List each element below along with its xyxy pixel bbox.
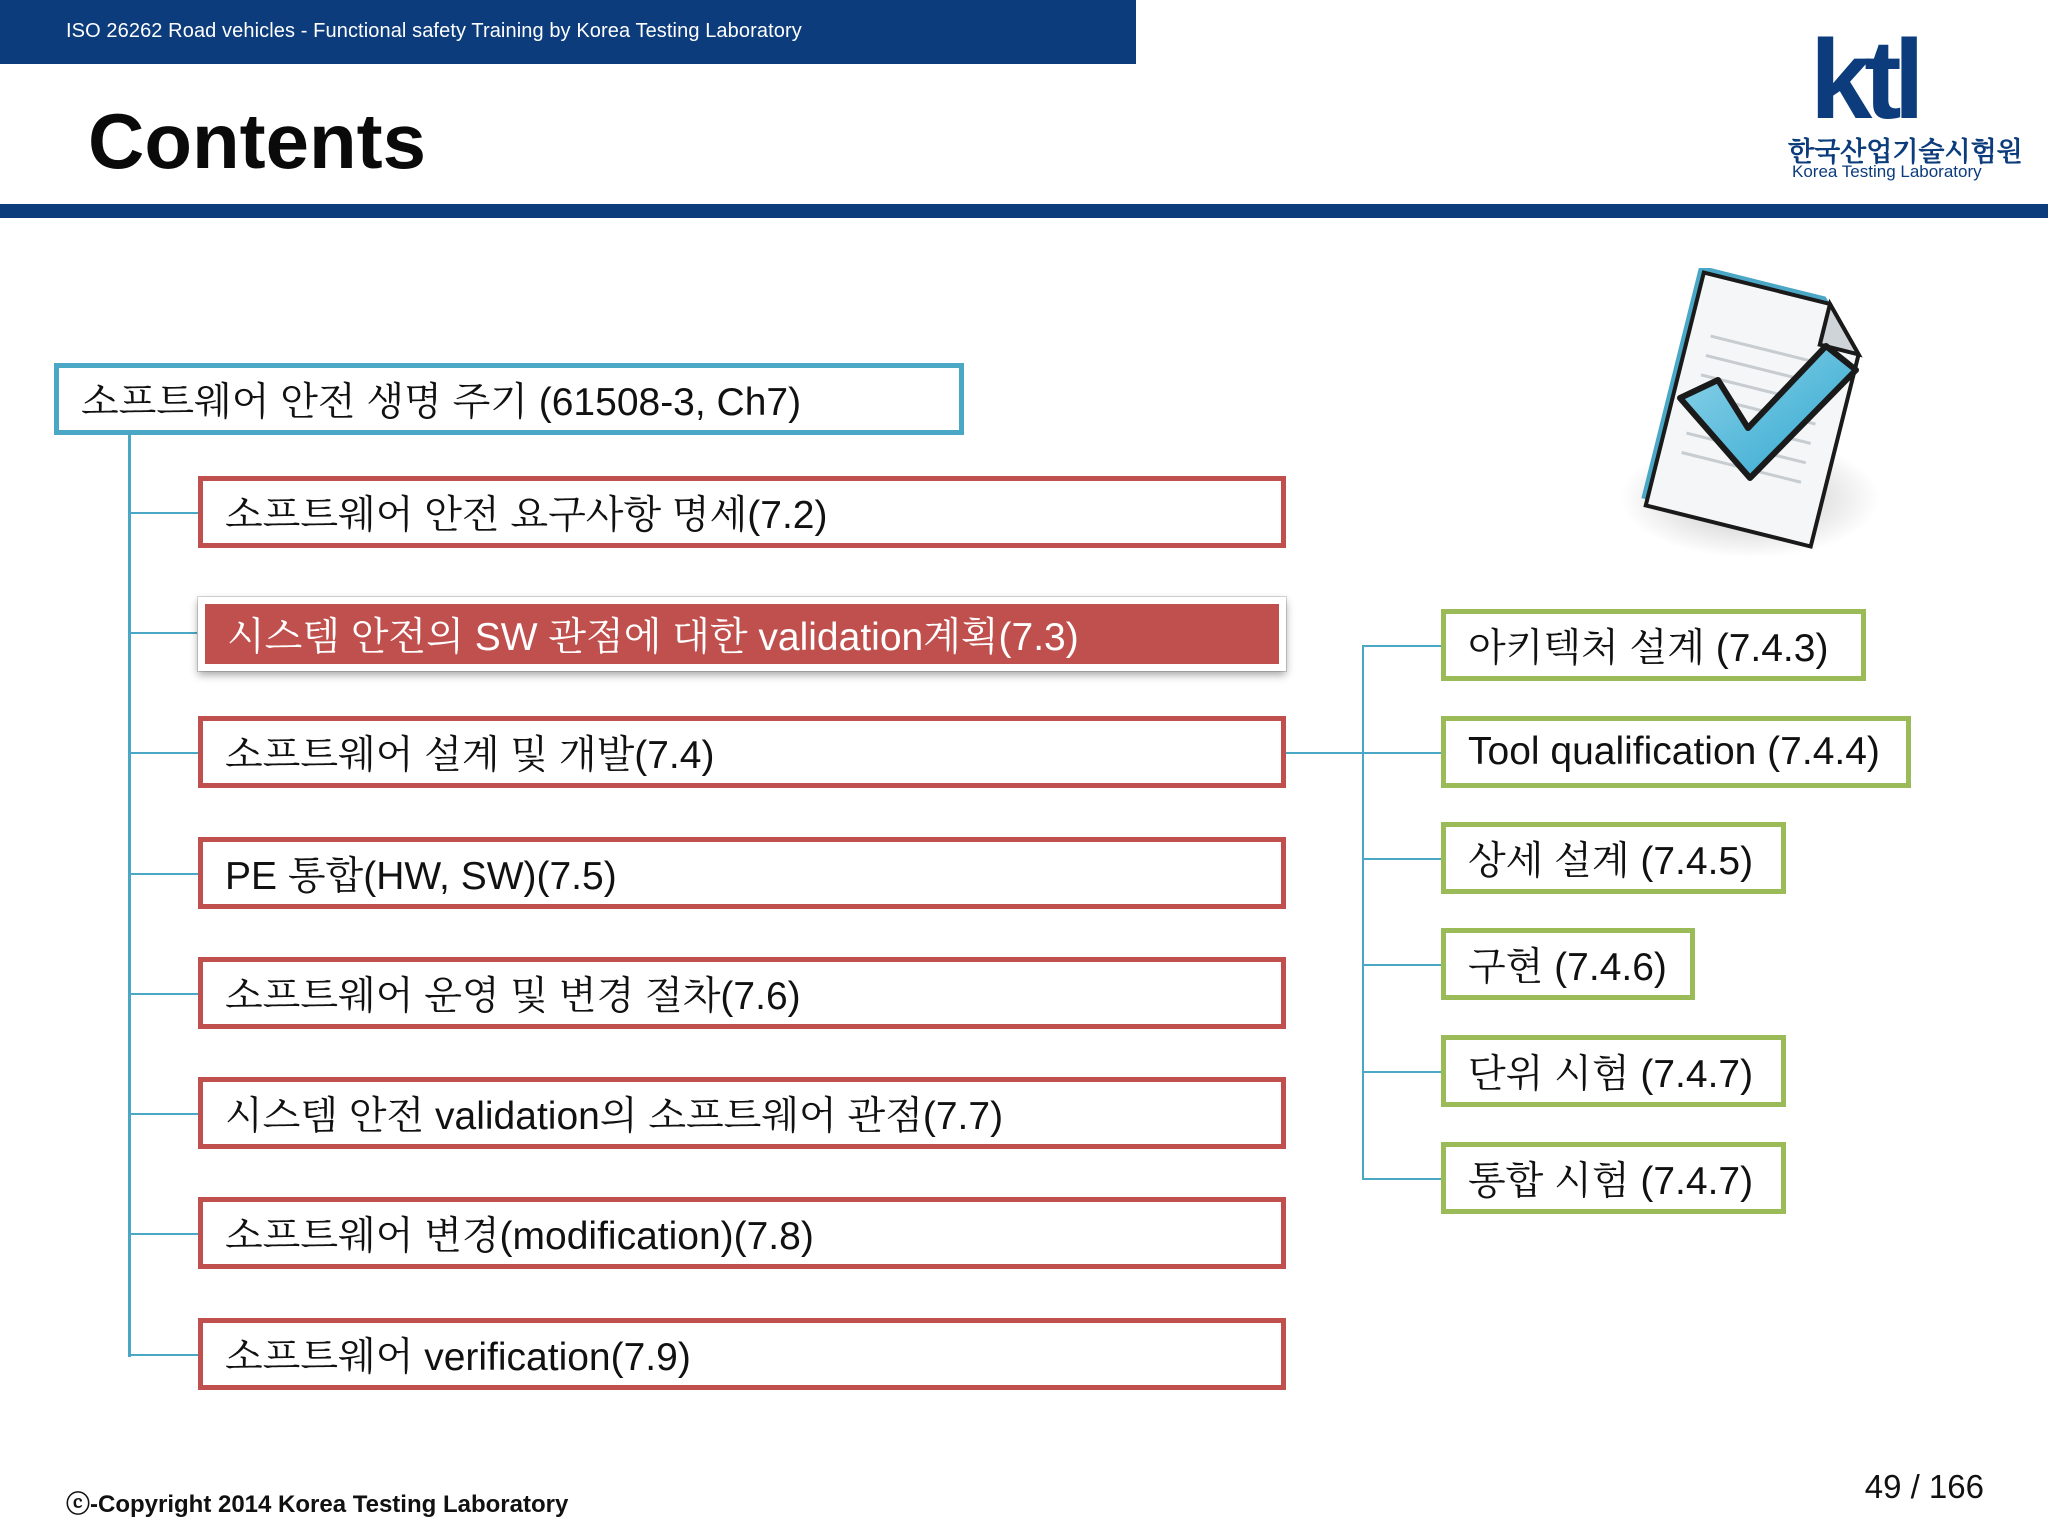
lifecycle-root-box[interactable]: 소프트웨어 안전 생명 주기 (61508-3, Ch7) <box>54 363 964 435</box>
sub-trunk-line <box>1362 645 1364 1180</box>
branch-line-7 <box>128 1233 198 1235</box>
branch-line-5 <box>128 993 198 995</box>
sub-branch-line-2 <box>1362 752 1441 754</box>
copyright-notice: ⓒ-Copyright 2014 Korea Testing Laboratory <box>66 1491 569 1518</box>
contents-item-7-6[interactable]: 소프트웨어 운영 및 변경 절차(7.6) <box>198 957 1286 1029</box>
contents-item-7-7[interactable]: 시스템 안전 validation의 소프트웨어 관점(7.7) <box>198 1077 1286 1149</box>
contents-item-7-5[interactable]: PE 통합(HW, SW)(7.5) <box>198 837 1286 909</box>
contents-item-7-4[interactable]: 소프트웨어 설계 및 개발(7.4) <box>198 716 1286 788</box>
contents-item-7-2[interactable]: 소프트웨어 안전 요구사항 명세(7.2) <box>198 476 1286 548</box>
contents-item-7-9[interactable]: 소프트웨어 verification(7.9) <box>198 1318 1286 1390</box>
branch-line-8 <box>128 1354 198 1356</box>
logo-mark-text: ktl <box>1810 17 1917 142</box>
branch-line-6 <box>128 1113 198 1115</box>
course-title: ISO 26262 Road vehicles - Functional safety Training by Korea Testing Laboratory <box>66 20 802 42</box>
sub-branch-line-3 <box>1362 858 1441 860</box>
contents-item-7-8[interactable]: 소프트웨어 변경(modification)(7.8) <box>198 1197 1286 1269</box>
header-divider <box>0 204 2048 218</box>
main-trunk-line <box>128 435 131 1357</box>
contents-item-7-3-current[interactable]: 시스템 안전의 SW 관점에 대한 validation계획(7.3) <box>198 597 1286 671</box>
branch-line-2 <box>128 632 198 634</box>
top-banner <box>0 0 1136 64</box>
logo-korean-name: 한국산업기술시험원 <box>1788 137 2023 167</box>
page-number: 49 / 166 <box>1864 1468 1984 1505</box>
sub-connector-line <box>1286 752 1363 754</box>
sub-item-7-4-7-integration[interactable]: 통합 시험 (7.4.7) <box>1441 1142 1786 1214</box>
sub-item-7-4-6[interactable]: 구현 (7.4.6) <box>1441 928 1695 1000</box>
sub-branch-line-5 <box>1362 1071 1441 1073</box>
logo-english-name: Korea Testing Laboratory <box>1792 162 1982 181</box>
sub-item-7-4-4[interactable]: Tool qualification (7.4.4) <box>1441 716 1911 788</box>
sub-branch-line-6 <box>1362 1178 1441 1180</box>
sub-item-7-4-5[interactable]: 상세 설계 (7.4.5) <box>1441 822 1786 894</box>
ktl-logo-mark <box>1810 17 1917 142</box>
branch-line-1 <box>128 512 198 514</box>
branch-line-3 <box>128 752 198 754</box>
document-checkmark-icon <box>1600 268 1900 568</box>
sub-branch-line-1 <box>1362 645 1441 647</box>
sub-item-7-4-3[interactable]: 아키텍처 설계 (7.4.3) <box>1441 609 1866 681</box>
page-title: Contents <box>88 97 426 185</box>
ktl-logo <box>1780 17 2023 184</box>
sub-branch-line-4 <box>1362 964 1441 966</box>
branch-line-4 <box>128 873 198 875</box>
sub-item-7-4-7-unit[interactable]: 단위 시험 (7.4.7) <box>1441 1035 1786 1107</box>
